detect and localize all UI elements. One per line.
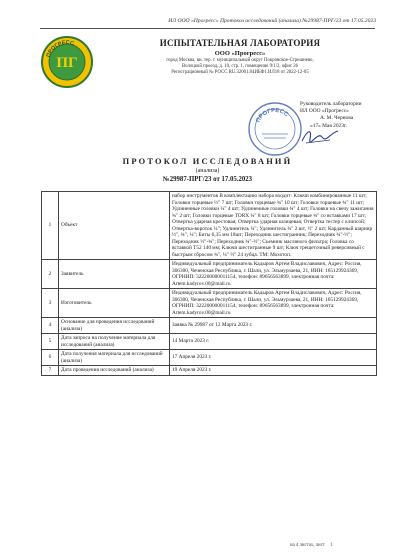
lab-stamp-icon	[246, 100, 304, 158]
logo-ring-text: ПРОГРЕСС	[45, 39, 75, 59]
table-row	[42, 192, 377, 260]
approval-org: ИЛ ООО «Прогресс»	[300, 108, 349, 115]
running-header: ИЛ ООО «Прогресс» Протокол исследований (анализа) №29987-ПРГ/23 от 17.05.2023	[168, 18, 376, 24]
row-value: 17 Апреля 2023 г.	[170, 350, 377, 366]
logo-letters: ПГ	[56, 55, 78, 71]
approval-block	[300, 101, 395, 130]
protocol-table	[41, 191, 377, 376]
protocol-title: ПРОТОКОЛ ИССЛЕДОВАНИЙ	[122, 157, 293, 166]
row-number: 5	[42, 334, 59, 350]
row-label: Дата запроса на получение материала для исследований (анализа)	[59, 334, 170, 350]
row-label: Основание для проведения исследований (анализа)	[59, 318, 170, 334]
row-number: 6	[42, 350, 59, 366]
row-label: Дата получения материала для исследований (анализа)	[59, 350, 170, 366]
row-label: Изготовитель	[59, 289, 170, 318]
page-footer	[290, 543, 336, 548]
table-row	[42, 289, 377, 318]
footer-page-label: на 4 листах, лист	[290, 543, 325, 548]
row-number: 1	[42, 192, 59, 260]
stamp-text: ПРОГРЕСС	[255, 107, 290, 124]
row-number: 7	[42, 366, 59, 376]
table-row	[42, 366, 377, 376]
table-row	[42, 350, 377, 366]
row-value: 14 Марта 2023 г.	[170, 334, 377, 350]
address-line: город Москва, вн. тер. г. муниципальный округ Покровское-Стрешнево,	[166, 58, 314, 63]
svg-text:ПРОГРЕСС	[256, 108, 290, 124]
row-value: Заявка № 29987 от 12 Марта 2023 г.	[170, 318, 377, 334]
lab-organization: ООО «Прогресс»	[214, 50, 266, 57]
lab-logo-icon	[40, 35, 94, 89]
row-label: Дата проведения исследований (анализа)	[59, 366, 170, 376]
lab-address	[100, 58, 380, 77]
row-value: Индивидуальный предприниматель Кадыров Артем Владиславович, Адрес: Россия, 366300, Чеченская Республика, г. Шали, ул. Эльмурзаева, 21, ИНН: 165129924369, ОГРНИП: 322200000011154, телефон: 89656563899, электронная почта: Artem.kadyrov.00@mail.ru	[170, 260, 377, 289]
table-row	[42, 260, 377, 289]
row-label: Заявитель	[59, 260, 170, 289]
lab-title: ИСПЫТАТЕЛЬНАЯ ЛАБОРАТОРИЯ	[159, 38, 321, 48]
row-number: 4	[42, 318, 59, 334]
row-number: 3	[42, 289, 59, 318]
row-label: Объект	[59, 192, 170, 260]
row-value: набор инструментов В комплектацию набора входит: Ключи комбинированные 11 шт; Головки торцевые ½" 7 шт; Головки торцевые ¾" 10 шт; Головки торцевые ¾" 11 шт; Удлиненные головки ¼" 4 шт; Удлиненные головки ¾" 4 шт; Головки на свечу зажигания ¾" 2 шт; Головки торцевые TORX ¾" 8 шт; Головки торцевые ¾" со вставками 17 шт; Отвертка ударная крестовая; Отвертка ударная шлицевая; Отвертка тестер с клипсой; Отвертка-вороток ¼"; Удлинитель ¼"; Удлинитель ¾" 2 шт, ½" 2 шт; Карданный шарнир ½", ¾", ¼"; Биты 6,35 мм 18шт; Переходник шестигранник; Переходник ¾"-½"; Переходник ½"-¾"; Переходник ¾"-½"; Съемник масляного фильтра; Головка со вставкой Т52 140 мм; Ключи шестигранные 9 шт; Ключ трещеточный реверсивный с быстрым сбросом ¾", ¼" ½" 24 зубца. ТМ: Мохотоп.	[170, 192, 377, 260]
header-divider	[40, 28, 375, 29]
approval-name: А. М. Чернова	[320, 115, 354, 122]
row-value: Индивидуальный предприниматель Кадыров Артем Владиславович, Адрес: Россия, 366300, Чеченская Республика, г. Шали, ул. Эльмурзаева, 21, ИНН: 165129924369, ОГРНИП: 322200000011154, телефон: 89656563899, электронная почта: Artem.kadyrov.00@mail.ru	[170, 289, 377, 318]
protocol-subtitle: (анализа)	[195, 168, 220, 174]
table-row	[42, 334, 377, 350]
row-number: 2	[42, 260, 59, 289]
approval-date: «17» Мая 2023г.	[310, 122, 347, 129]
row-value: 19 Апреля 2023 г.	[170, 366, 377, 376]
address-line: Волоцкой проезд, д. 10, стр. 1, помещение 9/1/2, офис 26	[181, 64, 299, 70]
registration-line: Регистрационный № РОСС RU.32001.04ИБФ1.ИЛ18 от 2022-12-05	[171, 70, 309, 76]
protocol-number: №29987-ПРГ/23 от 17.05.2023	[162, 176, 253, 183]
approval-position: Руководитель лаборатории	[300, 101, 362, 107]
table-row	[42, 318, 377, 334]
footer-page-number: 1	[330, 543, 333, 548]
